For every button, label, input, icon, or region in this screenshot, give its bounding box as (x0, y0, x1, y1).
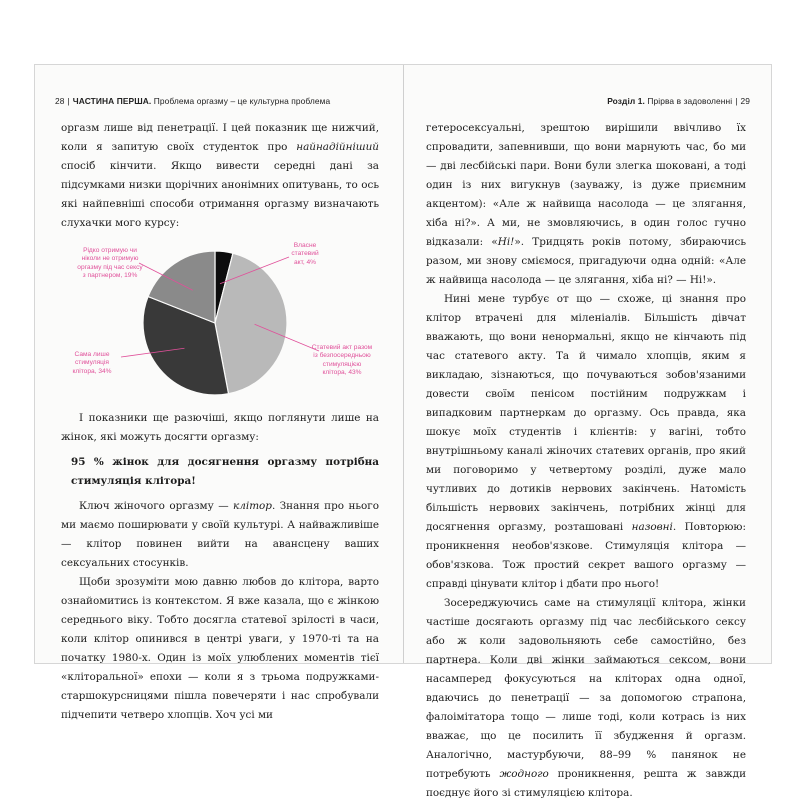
paragraph: Зосереджуючись саме на стимуляції клітора, жінки частіше досягають оргазму під час лесбійського сексу або ж коли задовольняють себе самостійно, без партнера. Коли дві жінки займаються сексом, вони насамперед фокусуються на кліторах одна одної, вдаючись до пенетрації — за допомогою страпона, фалоімітатора тощо — лише тоді, коли котрась із них вважає, що це посилить її збудження й оргазм. Аналогічно, мастурбуючи, 88–99 % панянок не потребують жодного проникнення, решта ж завжди поєднує його зі стимуляцією клітора. (426, 597, 746, 799)
pie-label-clitoral-only: Сама лише стимуляція клітора, 34% (72, 351, 112, 375)
paragraph: І показники ще разючіші, якщо поглянути лише на жінок, які можуть досягти оргазму: (61, 412, 379, 443)
paragraph: Ключ жіночого оргазму — клітор. Знання про нього ми маємо поширювати у своїй культурі. А найважливіше — клітор повинен вийти на авансцену ваших сексуальних стосунків. (61, 500, 379, 569)
paragraph: Щоби зрозуміти мою давню любов до клітора, варто ознайомитись із контекстом. Я вже казала, що є жінкою середнього віку. Тобто досягла статевої зрілості в часи, коли клітор опинився в центрі уваги, у 1970-ті та на початку 1980-х. Один із моїх улюблених моментів тієї «кліторальної» епохи — коли я з трьома подружками-старшокурсницями пішла повечеряти і нас спробували підчепити четверо хлопців. Хоч усі ми (61, 576, 379, 721)
paragraph: Нині мене турбує от що — схоже, ці знання про клітор втрачені для міленіалів. Більшість дівчат вважають, що вони ненормальні, якщо не кінчають під час статевого акту. Та й чимало хлопців, яким я викладаю, зізнаються, що почуваються зобов'язаними довести своїм пенісом постійним подружкам і випадковим партнеркам до оргазму. Ось правда, яка шокує моїх студентів і клієнтів: у вагіні, тобто внутрішньому каналі жіночих статевих органів, про який ми поговоримо у четвертому розділі, дуже мало чутливих до дотиків нервових закінчень. Натомість більшість нервових закінчень, потрібних жінці для досягнення оргазму, розташовані назовні. Повторюю: проникнення необов'язкове. Стимуляція клітора — обов'язкова. Тож простий секрет вашого оргазму — справді цінувати клітор і дбати про нього! (426, 293, 746, 590)
book-spread (34, 64, 772, 799)
emphasis-statement: 95 % жінок для досягнення оргазму потрібна стимуляція клітора! (71, 456, 379, 487)
left-page (35, 65, 403, 721)
left-header-section: ЧАСТИНА ПЕРША. (72, 96, 152, 106)
left-header-subtitle: Проблема оргазму – це культурна проблема (153, 96, 331, 106)
right-page-number: 29 (740, 96, 750, 106)
left-page-number: 28 (55, 96, 65, 106)
paragraph: гетеросексуальні, зрештою вирішили ввічливо їх спровадити, запевнивши, що вони марнують час, бо ми — дві лесбійські пари. Вони були злегка шоковані, а тоді один із них вигукнув (зауважу, із дуже приємним акцентом): «Але ж найвища насолода — це злягання, хіба ні?». А ми, не змовляючись, в один голос гучно відказали: «Ні!». Тридцять років потому, збираючись разом, ми знову сміємося, пригадуючи одна одній: «Але ж найвища насолода — це злягання, хіба ні? — Ні!». (426, 122, 746, 286)
right-header-section: Розділ 1. (607, 96, 645, 106)
left-text-column (61, 119, 379, 725)
right-header-title: Прірва в задоволенні (647, 96, 733, 106)
paragraph: оргазм лише від пенетрації. І цей показник ще нижчий, коли я запитую своїх студенток про найнадійніший спосіб кінчити. Якщо вивести середні дані за підсумками низки щорічних анонімних опитувань, то ось які найпевніші способи отримання оргазму визначають слухачки мого курсу: (61, 122, 379, 229)
pie-chart (61, 233, 379, 409)
right-page (404, 65, 771, 799)
right-page-header: Розділ 1. Прірва в задоволенні | 29 (607, 96, 750, 106)
pie-label-intercourse-plus-clitoral: Статевий акт разом із безпосередньою стимуляцією клітора, 43% (311, 344, 373, 377)
pie-label-rarely-never: Рідко отримую чи ніколи не отримую оргазму під час сексу з партнером, 19% (77, 247, 143, 280)
left-page-header: 28 | ЧАСТИНА ПЕРША. Проблема оргазму – це культурна проблема (55, 96, 331, 106)
pie-label-intercourse: Власне статевий акт, 4% (291, 242, 319, 266)
right-text-column (426, 119, 746, 803)
